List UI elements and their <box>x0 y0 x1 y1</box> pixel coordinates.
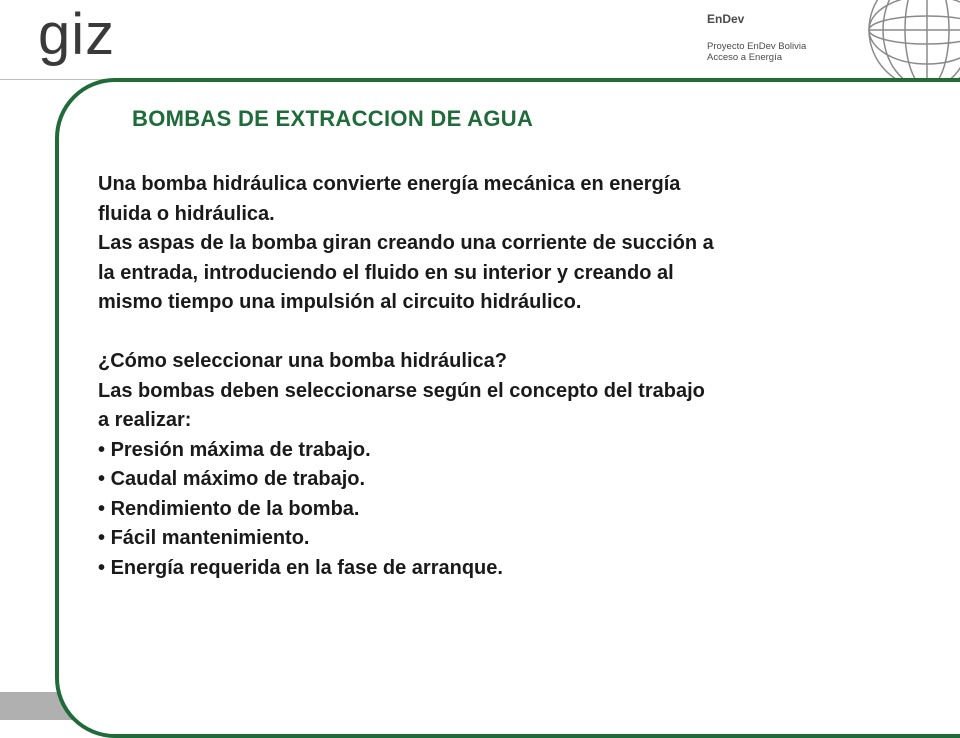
intro-line2: a realizar: <box>98 409 192 431</box>
bullet-item: • Presión máxima de trabajo. <box>98 436 928 466</box>
brand-name: EnDev <box>707 12 745 26</box>
paragraph1-line1: Una bomba hidráulica convierte energía mecánica en energía <box>98 173 681 195</box>
slide-title: BOMBAS DE EXTRACCION DE AGUA <box>132 106 534 131</box>
slide-body <box>98 170 928 583</box>
giz-logo: giz <box>38 2 116 67</box>
paragraph2-line1: Las aspas de la bomba giran creando una corriente de succión a <box>98 232 714 254</box>
intro-line1: Las bombas deben seleccionarse según el concepto del trabajo <box>98 379 705 402</box>
bullet-item: • Caudal máximo de trabajo. <box>98 465 928 495</box>
paragraph1-line2: fluida o hidráulica. <box>98 202 275 225</box>
paragraph-gap <box>98 318 928 348</box>
brand-sub-line2: Acceso a Energía <box>707 52 782 63</box>
endev-brand <box>707 12 806 63</box>
bullet-item: • Fácil mantenimiento. <box>98 524 928 554</box>
bullet-item: • Energía requerida en la fase de arranque. <box>98 554 928 584</box>
question-line: ¿Cómo seleccionar una bomba hidráulica? <box>98 350 507 372</box>
paragraph2-line2: la entrada, introduciendo el fluido en su interior y creando al <box>98 261 674 284</box>
brand-sub-line1: Proyecto EnDev Bolivia <box>707 41 807 52</box>
brand-subtitle <box>707 41 806 63</box>
paragraph2-line3: mismo tiempo una impulsión al circuito hidráulico. <box>98 291 582 313</box>
bullet-item: • Rendimiento de la bomba. <box>98 495 928 525</box>
